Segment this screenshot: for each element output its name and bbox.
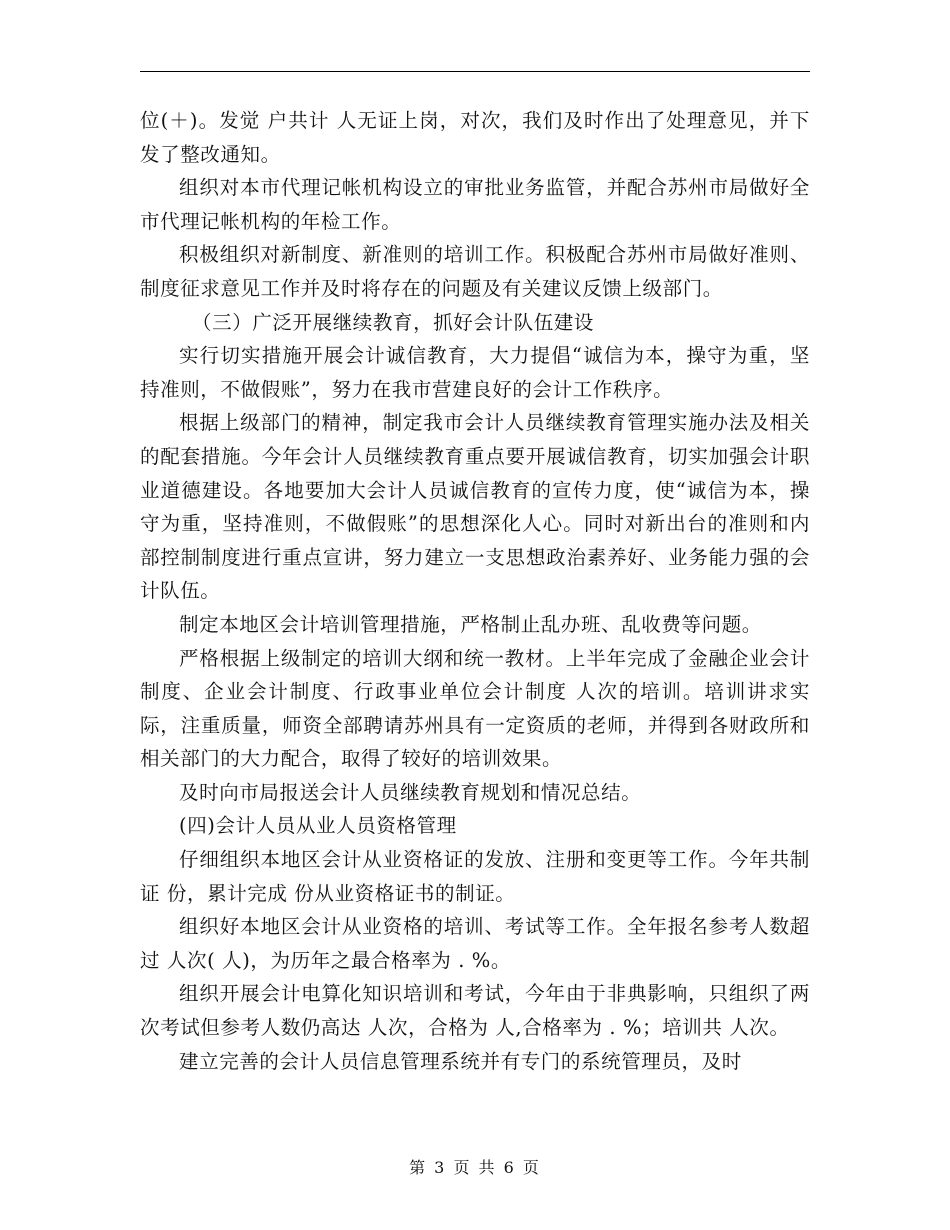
paragraph: 组织开展会计电算化知识培训和考试，今年由于非典影响，只组织了两次考试但参考人数仍高达 人次，合格为 人,合格率为 . %；培训共 人次。 — [140, 982, 810, 1040]
paragraph: 组织对本市代理记帐机构设立的审批业务监管，并配合苏州市局做好全市代理记帐机构的年检工作。 — [140, 176, 810, 233]
paragraph: 位(＋)。发觉 户共计 人无证上岗，对次，我们及时作出了处理意见，并下发了整改通知。 — [140, 109, 810, 166]
paragraph: 实行切实措施开展会计诚信教育，大力提倡“诚信为本，操守为重，坚持准则，不做假账”，努力在我市营建良好的会计工作秩序。 — [140, 344, 810, 401]
paragraph: 仔细组织本地区会计从业资格证的发放、注册和变更等工作。今年共制证 份，累计完成 份从业资格证书的制证。 — [140, 848, 810, 905]
paragraph: 积极组织对新制度、新准则的培训工作。积极配合苏州市局做好准则、制度征求意见工作并及时将存在的问题及有关建议反馈上级部门。 — [140, 243, 810, 300]
paragraph: 及时向市局报送会计人员继续教育规划和情况总结。 — [179, 780, 642, 804]
paragraph: 组织好本地区会计从业资格的培训、考试等工作。全年报名参考人数超过 人次( 人)，为历年之最合格率为 . %。 — [140, 915, 810, 972]
header-rule — [140, 71, 810, 72]
paragraph: 制定本地区会计培训管理措施，严格制止乱办班、乱收费等问题。 — [179, 612, 762, 636]
paragraph: 严格根据上级制定的培训大纲和统一教材。上半年完成了金融企业会计制度、企业会计制度、行政事业单位会计制度 人次的培训。培训讲求实际，注重质量，师资全部聘请苏州具有一定资质的老师，并得到各财政所和相关部门的大力配合，取得了较好的培训效果。 — [140, 646, 810, 771]
section-heading: (四)会计人员从业人员资格管理 — [179, 814, 457, 838]
page-number-footer: 第 3 页 共 6 页 — [409, 1158, 541, 1177]
paragraph: 根据上级部门的精神，制定我市会计人员继续教育管理实施办法及相关的配套措施。今年会计人员继续教育重点要开展诚信教育，切实加强会计职业道德建设。各地要加大会计人员诚信教育的宣传力度，使“诚信为本，操守为重，坚持准则，不做假账”的思想深化人心。同时对新出台的准则和内部控制制度进行重点宣讲，努力建立一支思想政治素养好、业务能力强的会计队伍。 — [140, 411, 810, 603]
section-heading: （三）广泛开展继续教育，抓好会计队伍建设 — [192, 310, 595, 334]
paragraph: 建立完善的会计人员信息管理系统并有专门的系统管理员，及时 — [179, 1049, 742, 1073]
body-text — [140, 104, 810, 1078]
